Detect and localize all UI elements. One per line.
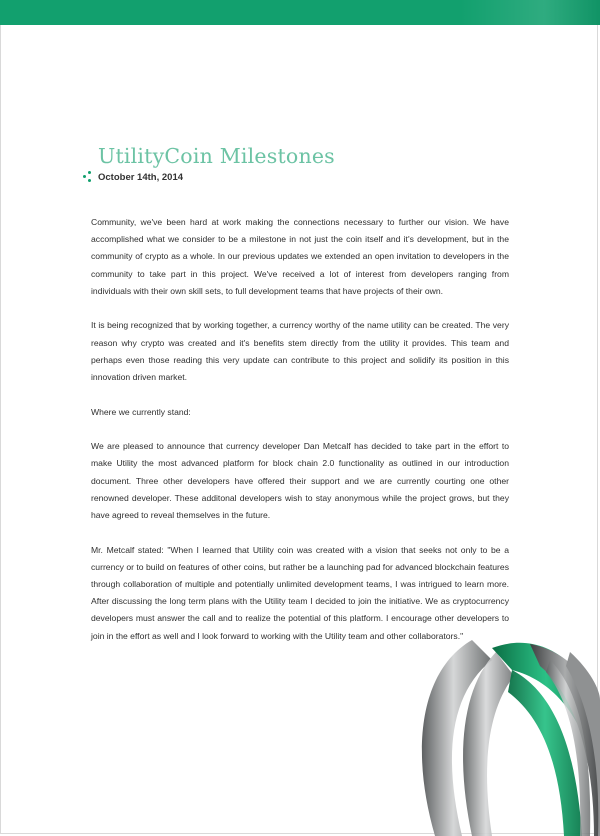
header-bar: [0, 0, 600, 25]
dots-icon: [82, 171, 94, 183]
paragraph: Where we currently stand:: [91, 406, 191, 417]
paragraph: We are pleased to announce that currency developer Dan Metcalf has decided to take part in the effort to make Utility the most advanced platform for block chain 2.0 functionality as outlined in our introduction document. Three other developers have offered their support and we are currently courting one other renowned developer. These additonal developers wish to stay anonymous while the project grows, but they have agreed to reveal themselves in the future.: [91, 441, 509, 521]
document-date: October 14th, 2014: [98, 171, 184, 183]
date-row: [82, 170, 183, 184]
paragraph: Community, we've been hard at work making the connections necessary to further our vision. We have accomplished what we consider to be a milestone in not just the coin itself and it's development, but in the community of crypto as a whole. In our previous updates we extended an open invitation to developers in the community to take part in this project. We've received a lot of interest from developers ranging from individuals with their own skill sets, to full development teams that have projects of their own.: [91, 217, 509, 296]
body-text: [91, 214, 509, 662]
paragraph: It is being recognized that by working together, a currency worthy of the name utility can be created. The very reason why crypto was created and it's benefits stem directly from the utility it provides. This team and perhaps even those reading this very update can contribute to this project and solidify its position in this innovation driven market.: [91, 320, 509, 383]
swoosh-graphic: [400, 600, 600, 836]
header-bar-shade: [460, 0, 600, 25]
page-title: UtilityCoin Milestones: [98, 144, 335, 168]
paragraph: Mr. Metcalf stated: "When I learned that Utility coin was created with a vision that seeks not only to be a currency or to build on features of other coins, but rather be a launching pad for advanced blockchain features through collaboration of multiple and potentially unlimited development teams, I was intrigued to learn more. After discussing the long term plans with the Utility team I decided to join the initiative. We as cryptocurrency developers must answer the call and to realize the potential of this platform. I encourage other developers to join in the effort as well and I look forward to working with the Utility team and other collaborators.": [91, 544, 509, 641]
